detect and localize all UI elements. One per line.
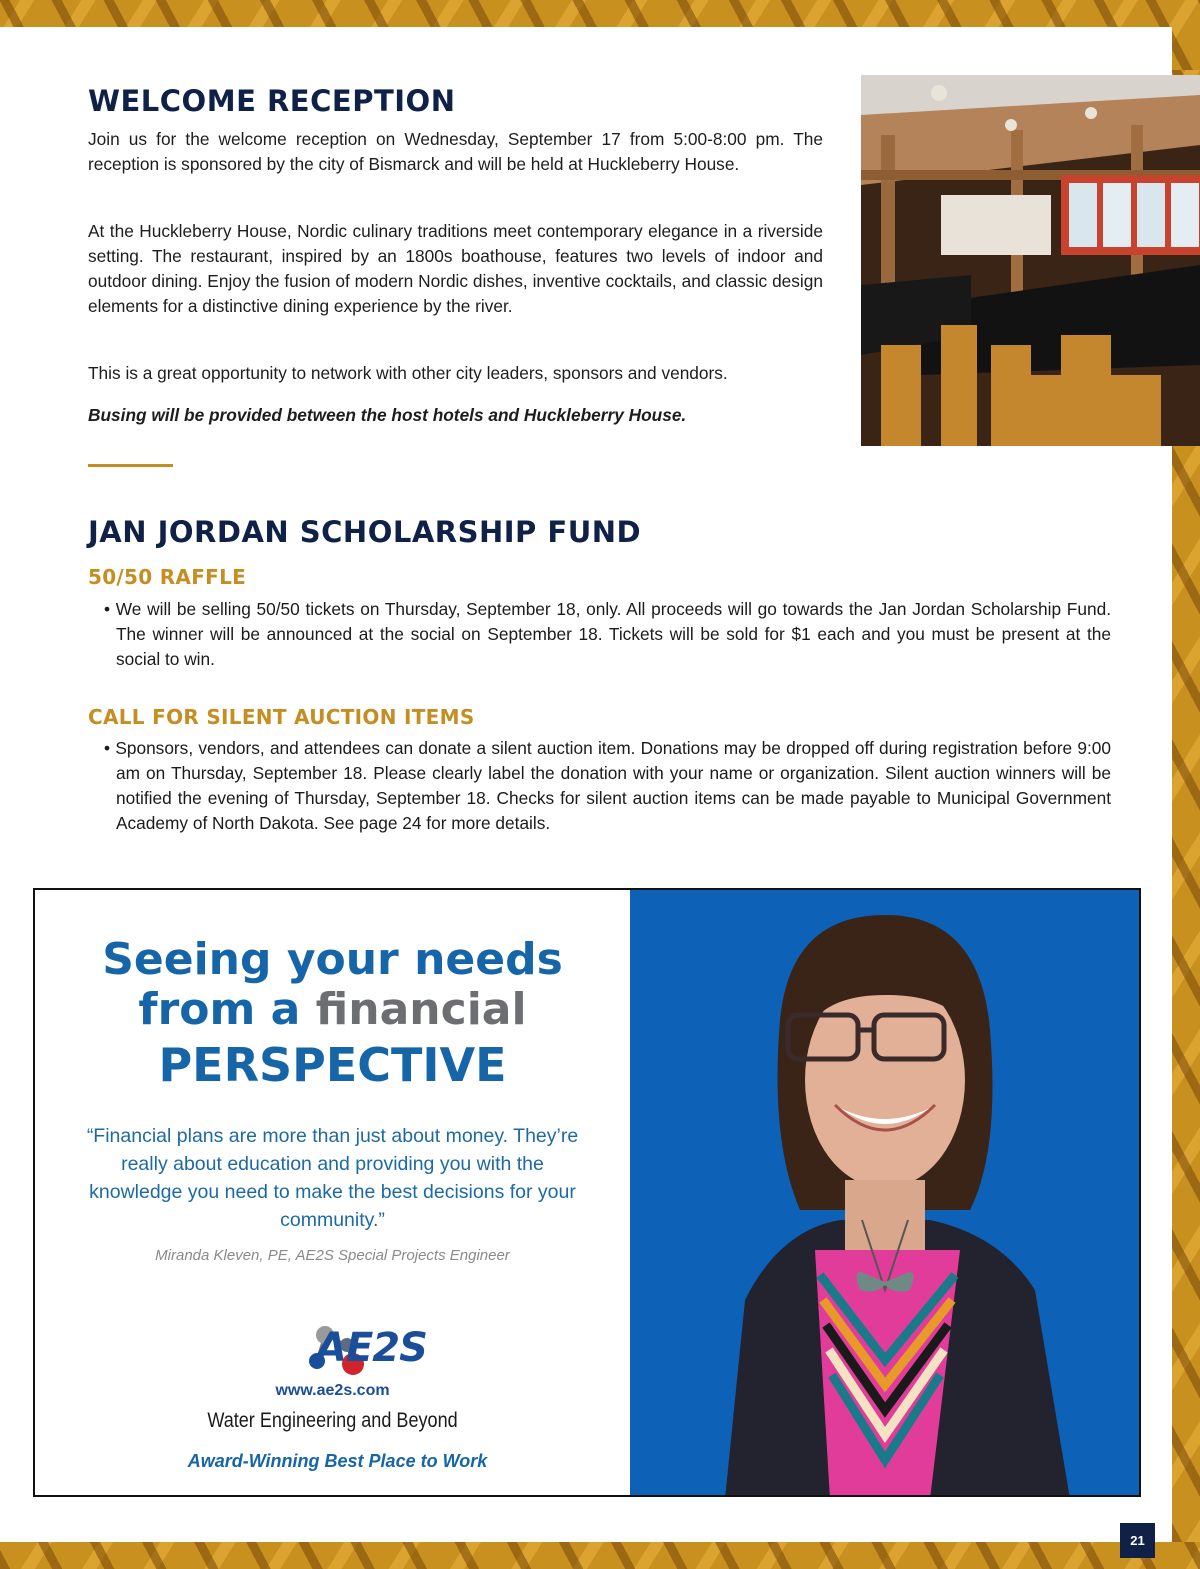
ad-headline-perspective: PERSPECTIVE [158,1038,507,1092]
busing-note: Busing will be provided between the host hotels and Huckleberry House. [88,405,687,425]
welcome-reception-title: WELCOME RECEPTION [88,84,456,118]
ad-headline-line-1: Seeing your needs [102,934,563,985]
welcome-paragraph-3: This is a great opportunity to network with other city leaders, sponsors and vendors. [88,363,728,383]
ad-website-link[interactable]: www.ae2s.com [275,1382,390,1399]
ad-award: Award-Winning Best Place to Work [187,1451,488,1471]
ad-headline-financial: financial [315,984,527,1035]
silent-auction-title: CALL FOR SILENT AUCTION ITEMS [88,705,475,729]
ad-quote: “Financial plans are more than just about money. They’re really about education and providing you with the knowledge you need to make the best decisions for your community.” [86,1125,579,1231]
ad-text-panel [35,890,630,1495]
ad-attribution: Miranda Kleven, PE, AE2S Special Projects Engineer [155,1247,510,1264]
section-divider [88,464,173,467]
ae2s-logo-text: AE2S [316,1325,427,1371]
ad-headline-line-2 [35,984,630,1035]
ad-photo-panel [630,890,1141,1495]
portrait-photo [630,890,1141,1497]
silent-auction-bullet: • Sponsors, vendors, and attendees can donate a silent auction item. Donations may be dropped off during registration before 9:00 am on Thursday, September 18. Please clearly label the donation with your name or organization. Silent auction winners will be notified the evening of Thursday, September 18. Checks for silent auction items can be made payable to Municipal Government Academy of North Dakota. See page 24 for more details. [104,738,1111,833]
ae2s-logo [248,1323,428,1379]
ad-tagline: Water Engineering and Beyond [207,1409,458,1432]
welcome-paragraph-1: Join us for the welcome reception on Wednesday, September 17 from 5:00-8:00 pm. The reception is sponsored by the city of Bismarck and will be held at Huckleberry House. [88,129,823,174]
scholarship-fund-title: JAN JORDAN SCHOLARSHIP FUND [88,515,642,549]
restaurant-photo [861,75,1200,446]
welcome-paragraph-2: At the Huckleberry House, Nordic culinary traditions meet contemporary elegance in a riverside setting. The restaurant, inspired by an 1800s boathouse, features two levels of indoor and outdoor dining. Enjoy the fusion of modern Nordic dishes, inventive cocktails, and classic design elements for a distinctive dining experience by the river. [88,221,823,316]
ad-headline-from: from a [138,984,316,1035]
raffle-bullet: • We will be selling 50/50 tickets on Thursday, September 18, only. All proceeds will go towards the Jan Jordan Scholarship Fund. The winner will be announced at the social on September 18. Tickets will be sold for $1 each and you must be present at the social to win. [104,599,1111,669]
ae2s-advertisement [33,888,1141,1497]
page-number: 21 [1120,1523,1155,1558]
raffle-title: 50/50 RAFFLE [88,565,247,589]
